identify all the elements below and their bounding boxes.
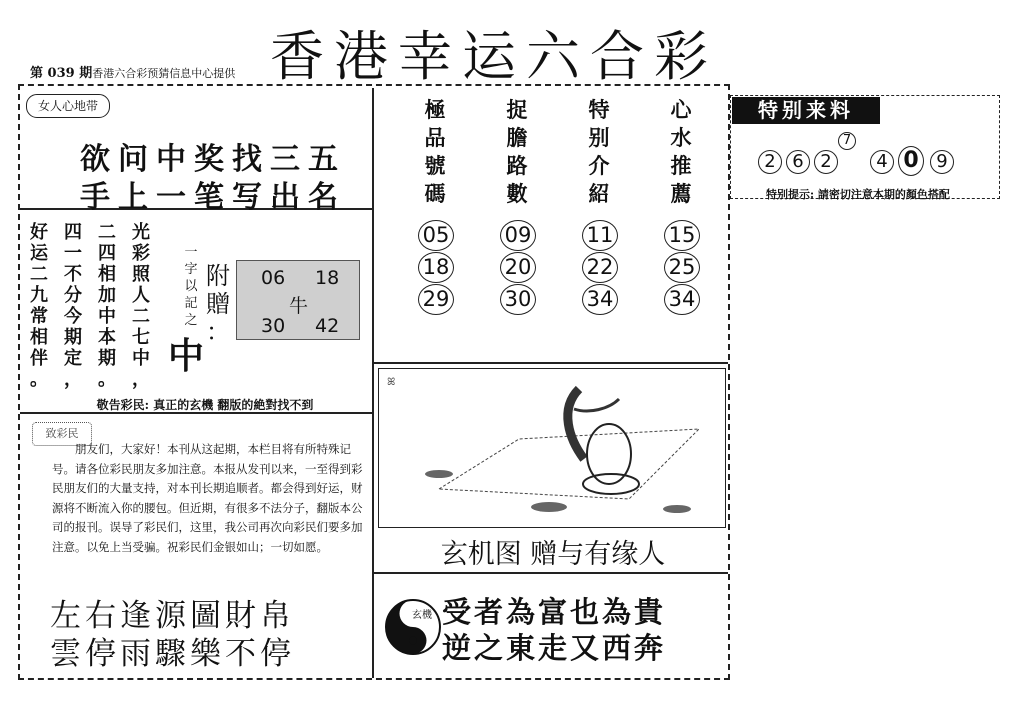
- poem-char: 二: [98, 222, 116, 243]
- header-char: 捉: [506, 97, 528, 122]
- header-char: 極: [424, 97, 446, 122]
- column-header: [666, 96, 696, 208]
- bottom-poem-line-1: 左右逢源圖財帛: [50, 598, 295, 634]
- poem-column-2: [58, 222, 88, 390]
- issue-number: 第 039 期: [30, 66, 93, 81]
- header-char: 水: [670, 125, 692, 150]
- gift-number: 30: [261, 315, 286, 337]
- header-char: 心: [670, 97, 692, 122]
- poem-column-3: [92, 222, 122, 390]
- header-char: 别: [588, 125, 610, 150]
- issue-source: 香港六合彩预猜信息中心提供: [92, 67, 236, 80]
- poem-char: 二: [30, 264, 48, 285]
- poem-char: 中: [98, 306, 116, 327]
- answer-char: 中: [168, 336, 205, 377]
- number-circle: 22: [582, 252, 618, 283]
- attach-char: 附: [206, 262, 230, 290]
- hint-char: 字: [184, 262, 198, 277]
- number-circle: 34: [664, 284, 700, 315]
- poem-char: 二: [132, 306, 150, 327]
- gift-number: 18: [315, 267, 340, 289]
- special-number: 6: [786, 150, 810, 174]
- special-number: 4: [870, 150, 894, 174]
- poem-char: 。: [98, 369, 116, 390]
- number-circle: 11: [582, 220, 618, 251]
- header-char: 碼: [424, 181, 446, 206]
- mystery-illustration: [379, 369, 724, 526]
- hint-char: 之: [184, 313, 198, 328]
- picture-caption: 玄机图 赠与有缘人: [440, 539, 666, 570]
- page-title: 香港幸运六合彩: [270, 25, 718, 88]
- mid-poem-line-2: 逆之東走又西奔: [442, 631, 667, 665]
- header-char: 數: [506, 181, 528, 206]
- bottom-poem-line-2: 雲停雨驟樂不停: [50, 636, 295, 672]
- header-char: 薦: [670, 181, 692, 206]
- riddle-line-2: 手上一笔写出名: [80, 180, 346, 215]
- poem-char: 相: [98, 264, 116, 285]
- hint-char: 以: [184, 279, 198, 294]
- yin-yang-label: 玄機: [412, 610, 432, 621]
- poem-char: 一: [64, 243, 82, 264]
- poem-char: ，: [132, 369, 150, 390]
- special-number: 0: [898, 146, 924, 176]
- gift-number: 42: [315, 315, 340, 337]
- poem-char: 照: [132, 264, 150, 285]
- special-number: 7: [838, 132, 856, 150]
- number-circle: 29: [418, 284, 454, 315]
- column-header: [502, 96, 532, 208]
- header-char: 路: [506, 153, 528, 178]
- poem-char: 人: [132, 285, 150, 306]
- poem-char: 分: [64, 285, 82, 306]
- section-tag: 女人心地带: [26, 94, 110, 118]
- poem-char: 九: [30, 285, 48, 306]
- special-number: 9: [930, 150, 954, 174]
- poem-char: 加: [98, 285, 116, 306]
- poem-char: 常: [30, 306, 48, 327]
- special-tip: 特别提示: 請密切注意本期的顏色搭配: [766, 188, 950, 201]
- number-circle: 05: [418, 220, 454, 251]
- mystery-picture: [378, 368, 726, 528]
- hint-char: 一: [184, 245, 198, 260]
- warning-text: 敬告彩民: 真正的玄機 翻版的絶對找不到: [96, 398, 314, 412]
- hint-text: [182, 244, 200, 329]
- header-char: 介: [588, 153, 610, 178]
- center-divider: [372, 88, 374, 678]
- header-char: 膽: [506, 125, 528, 150]
- header-char: 推: [670, 153, 692, 178]
- poem-char: ，: [64, 369, 82, 390]
- column-header: [420, 96, 450, 208]
- number-circle: 20: [500, 252, 536, 283]
- number-circle: 34: [582, 284, 618, 315]
- poem-char: 运: [30, 243, 48, 264]
- riddle-line-1: 欲问中奖找三五: [80, 142, 346, 177]
- mid-divider-1: [374, 362, 728, 364]
- special-number: 2: [814, 150, 838, 174]
- poem-char: 七: [132, 327, 150, 348]
- poem-char: 光: [132, 222, 150, 243]
- attach-char: 贈: [206, 290, 230, 318]
- special-title: 特别来料: [732, 97, 880, 124]
- number-circle: 18: [418, 252, 454, 283]
- special-number: 2: [758, 150, 782, 174]
- attach-label: [204, 262, 232, 346]
- scroll-label: 致彩民: [32, 422, 92, 446]
- poem-char: 四: [98, 243, 116, 264]
- notice-paragraph: 朋友们，大家好！本刊从这起期，本栏目将有所特殊记号。请各位彩民朋友多加注意。本报从发刊以来，一至得到彩民朋友们的大量支持，对本刊长期追顺者。都会得到好运，财源将不断流入你的腰包。但近期，有很多不法分子，翻版本公司的报刊。误导了彩民们，这里，我公司再次向彩民们要多加注意。以免上当受骗。祝彩民们金银如山；一切如愿。: [52, 442, 363, 554]
- number-circle: 09: [500, 220, 536, 251]
- poem-char: 好: [30, 222, 48, 243]
- mid-divider-2: [374, 572, 728, 574]
- header-char: 紹: [588, 181, 610, 206]
- svg-text:ꕤ: ꕤ: [387, 377, 396, 388]
- poem-column-1: [24, 222, 54, 390]
- poem-char: 期: [98, 348, 116, 369]
- poem-char: 不: [64, 264, 82, 285]
- issue-line: [30, 62, 235, 81]
- header-char: 品: [424, 125, 446, 150]
- gift-number: 06: [261, 267, 286, 289]
- poem-char: 期: [64, 327, 82, 348]
- number-circle: 30: [500, 284, 536, 315]
- number-circle: 25: [664, 252, 700, 283]
- poem-char: 伴: [30, 348, 48, 369]
- header-char: 號: [424, 153, 446, 178]
- poem-char: 。: [30, 369, 48, 390]
- poem-char: 定: [64, 348, 82, 369]
- mid-poem-line-1: 受者為富也為貴: [442, 595, 667, 629]
- poem-char: 相: [30, 327, 48, 348]
- gift-box: [236, 260, 360, 340]
- attach-char: ：: [206, 318, 230, 346]
- poem-char: 今: [64, 306, 82, 327]
- hint-char: 記: [184, 296, 198, 311]
- gift-zodiac: 牛: [289, 295, 309, 317]
- poem-column-4: [126, 222, 156, 390]
- poem-char: 四: [64, 222, 82, 243]
- header-char: 特: [588, 97, 610, 122]
- number-circle: 15: [664, 220, 700, 251]
- column-header: [584, 96, 614, 208]
- poem-char: 本: [98, 327, 116, 348]
- poem-char: 中: [132, 348, 150, 369]
- poem-char: 彩: [132, 243, 150, 264]
